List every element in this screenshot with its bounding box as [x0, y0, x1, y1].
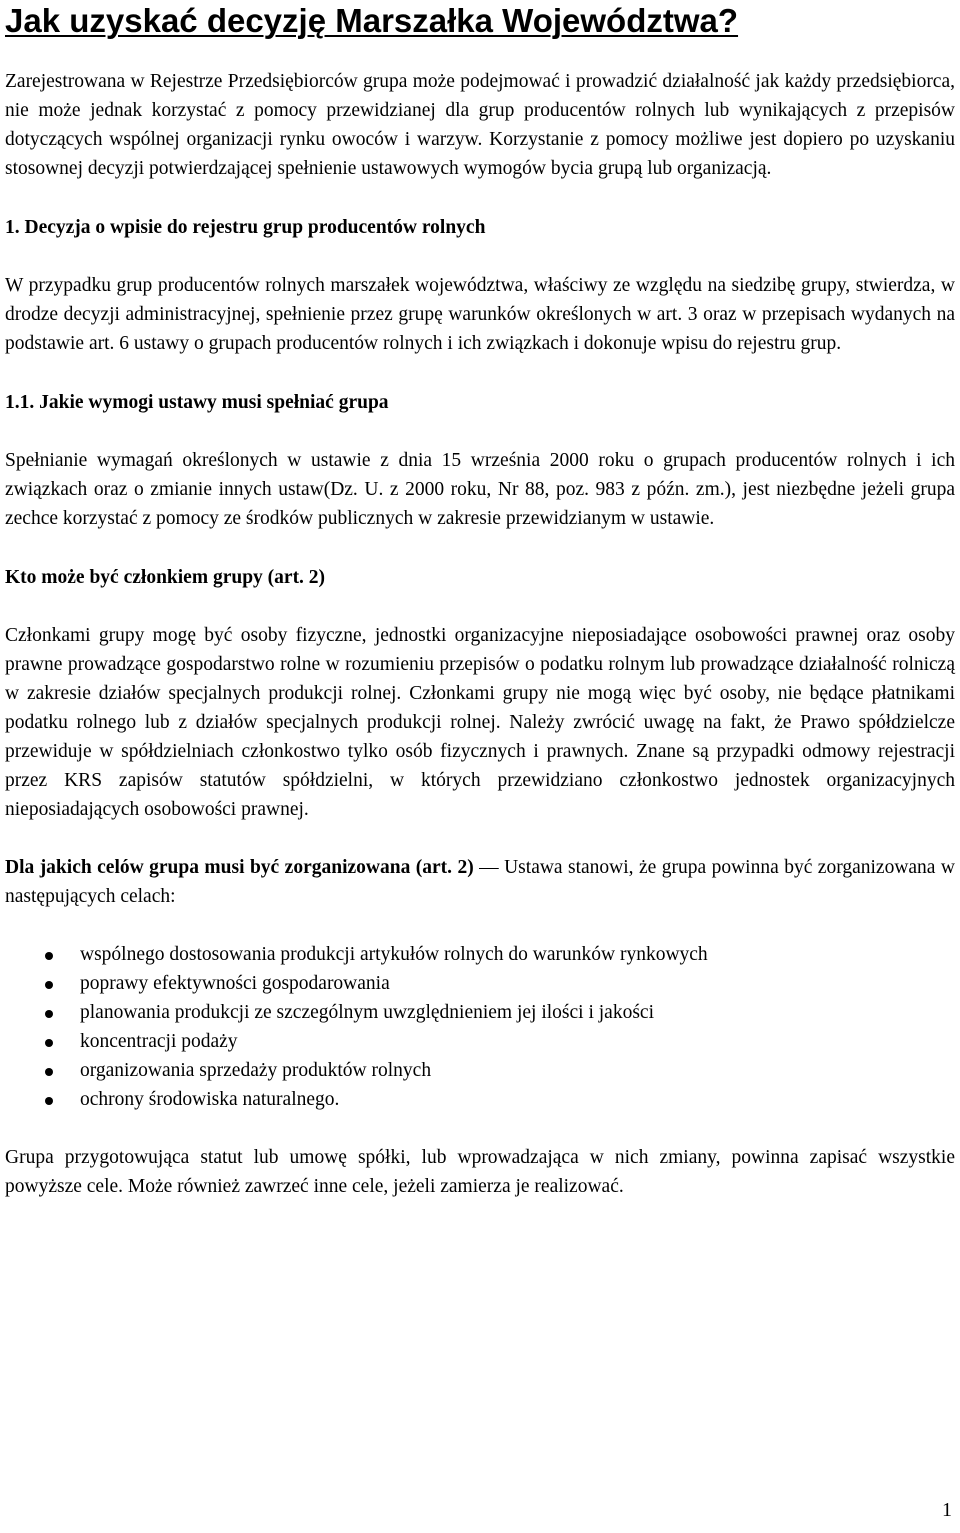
intro-paragraph: Zarejestrowana w Rejestrze Przedsiębiorców grupa może podejmować i prowadzić działalność jak każdy przedsiębiorca, nie może jednak korzystać z pomocy przewidzianej dla grup producentów rolnych lub wynikających z przepisów dotyczących wspólnej organizacji rynku owoców i warzyw. Korzystanie z pomocy możliwe jest dopiero po uzyskaniu stosownej decyzji potwierdzającej spełnienie ustawowych wymogów bycia grupą lub organizacją.: [5, 71, 955, 179]
list-item-text: koncentracji podaży: [80, 1031, 238, 1052]
list-item-text: organizowania sprzedaży produktów rolnych: [80, 1060, 432, 1081]
members-paragraph: Członkami grupy mogę być osoby fizyczne, jednostki organizacyjne nieposiadające osobowości prawnej oraz osoby prawne prowadzące gospodarstwo rolne w rozumieniu przepisów o podatku rolnym lub prowadzące działalność rolniczą w zakresie działów specjalnych produkcji rolnej. Członkami grupy nie mogą więc być osoby, nie będące płatnikami podatku rolnego lub z działów specjalnych produkcji rolnej. Należy zwrócić uwagę na fakt, że Prawo spółdzielcze przewiduje w spółdzielniach członkostwo tylko osób fizycznych i prawnych. Znane są przypadki odmowy rejestracji przez KRS zapisów statutów spółdzielni, w których przewidziano członkostwo jednostek organizacyjnych nieposiadających osobowości prawnej.: [5, 625, 955, 820]
section-1-heading: 1. Decyzja o wpisie do rejestru grup producentów rolnych: [5, 217, 486, 238]
section-1-1-paragraph: Spełnianie wymagań określonych w ustawie z dnia 15 września 2000 roku o grupach producentów rolnych i ich związkach oraz o zmianie innych ustaw(Dz. U. z 2000 roku, Nr 88, poz. 983 z późn. zm.), jest niezbędne jeżeli grupa zechce korzystać z pomocy ze środków publicznych w zakresie przewidzianym w ustawie.: [5, 450, 955, 529]
members-heading: Kto może być członkiem grupy (art. 2): [5, 567, 326, 588]
section-1-1-heading: 1.1. Jakie wymogi ustawy musi spełniać grupa: [5, 392, 389, 413]
list-item-text: planowania produkcji ze szczególnym uwzględnieniem jej ilości i jakości: [80, 1002, 654, 1023]
document-page: [5, 0, 955, 1201]
bullet-icon: [45, 981, 53, 989]
list-item-text: poprawy efektywności gospodarowania: [80, 973, 390, 994]
bullet-icon: [45, 1010, 53, 1018]
goals-list: [5, 940, 955, 1114]
list-item: [5, 1085, 955, 1114]
goals-heading: Dla jakich celów grupa musi być zorganizowana (art. 2): [5, 857, 474, 878]
list-item-text: wspólnego dostosowania produkcji artykułów rolnych do warunków rynkowych: [80, 944, 708, 965]
list-item: [5, 1027, 955, 1056]
list-item: [5, 940, 955, 969]
bullet-icon: [45, 1068, 53, 1076]
bullet-icon: [45, 952, 53, 960]
bullet-icon: [45, 1039, 53, 1047]
closing-paragraph: Grupa przygotowująca statut lub umowę spółki, lub wprowadzająca w nich zmiany, powinna zapisać wszystkie powyższe cele. Może również zawrzeć inne cele, jeżeli zamierza je realizować.: [5, 1147, 955, 1197]
list-item: [5, 969, 955, 998]
goals-paragraph: [5, 853, 955, 911]
list-item: [5, 998, 955, 1027]
bullet-icon: [45, 1097, 53, 1105]
list-item: [5, 1056, 955, 1085]
goals-intro-text: — Ustawa stanowi, że grupa powinna być zorganizowana w następujących celach:: [5, 857, 955, 907]
page-number: 1: [942, 1499, 952, 1521]
list-item-text: ochrony środowiska naturalnego.: [80, 1089, 340, 1110]
section-1-paragraph: W przypadku grup producentów rolnych marszałek województwa, właściwy ze względu na siedzibę grupy, stwierdza, w drodze decyzji administracyjnej, spełnienie przez grupę warunków określonych w art. 3 oraz w przepisach wydanych na podstawie art. 6 ustawy o grupach producentów rolnych i ich związkach i dokonuje wpisu do rejestru grup.: [5, 275, 955, 354]
page-title: Jak uzyskać decyzję Marszałka Województwa?: [5, 2, 739, 39]
